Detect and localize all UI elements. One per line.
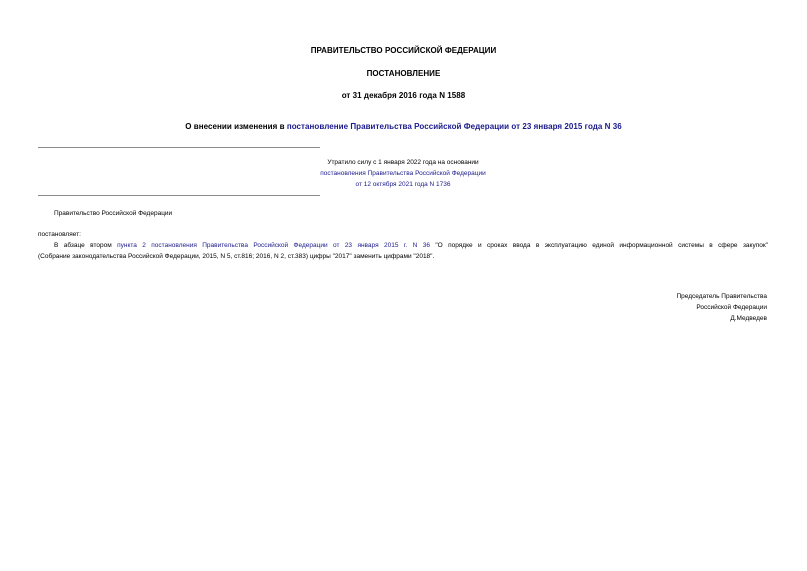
repeal-notice-line2[interactable]: постановления Правительства Российской Федерации [320,170,486,177]
repeal-notice-link[interactable] [230,168,576,190]
signature-organization: Российской Федерации [696,304,767,311]
document-date-number: от 31 декабря 2016 года N 1588 [341,91,466,100]
signature-name: Д.Медведев [730,315,767,322]
notice-top-divider [38,147,320,148]
document-type: ПОСТАНОВЛЕНИЕ [366,69,441,78]
amendment-paragraph-line1 [54,240,768,251]
signature-position: Председатель Правительства [676,293,767,300]
amendment-paragraph-quote: "О порядке и сроках ввода в эксплуатацию единой информационной системы в сфере закупок" [429,242,768,249]
amendment-paragraph-line2: (Собрание законодательства Российской Федерации, 2015, N 5, ст.816; 2016, N 2, ст.383) цифры "2017" заменить цифрами "2018". [38,253,435,260]
notice-bottom-divider [38,195,320,196]
issuing-authority: ПРАВИТЕЛЬСТВО РОССИЙСКОЙ ФЕДЕРАЦИИ [310,46,497,55]
amendment-paragraph-start: В абзаце втором [54,242,118,249]
government-line: Правительство Российской Федерации [54,210,173,217]
repeal-notice-line1: Утратило силу с 1 января 2022 года на основании [327,159,479,166]
amended-decree-link[interactable]: постановление Правительства Российской Федерации от 23 января 2015 года N 36 [286,122,622,131]
document-title [0,122,807,131]
document-title-prefix: О внесении изменения в [185,122,287,131]
repeal-notice [230,157,576,190]
decrees-line: постановляет: [38,231,81,238]
clause-2-link[interactable]: пункта 2 постановления Правительства Российской Федерации от 23 января 2015 г. N 36 [117,242,430,249]
signature-block [676,291,767,324]
repeal-notice-line3[interactable]: от 12 октября 2021 года N 1736 [355,181,451,188]
